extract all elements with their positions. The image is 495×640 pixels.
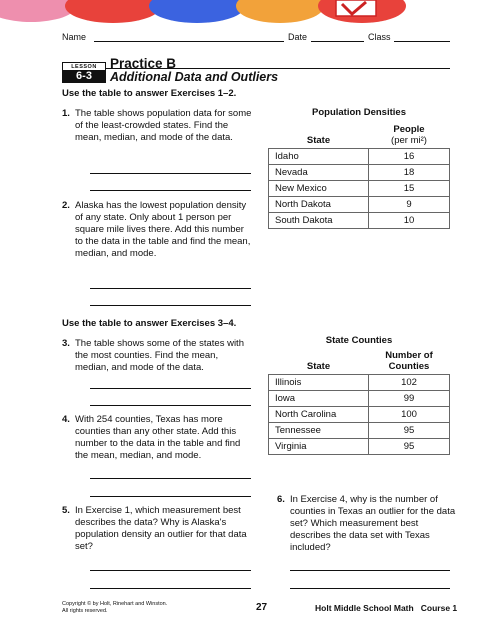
answer-line[interactable]: [90, 570, 251, 571]
answer-line[interactable]: [290, 570, 450, 571]
checkbox-icon: [336, 0, 376, 16]
copyright: [62, 601, 167, 615]
decorative-banner: [0, 0, 495, 26]
table-row: [269, 213, 450, 229]
table-row: [269, 165, 450, 181]
column-header-line1: Number of: [385, 350, 433, 361]
exercise-text: The table shows population data for some of the least-crowded states. Find the mean, median, and mode of the data.: [75, 108, 252, 143]
value-cell: 95: [369, 423, 450, 439]
exercise-number: 2.: [62, 200, 70, 211]
exercise-text: The table shows some of the states with the most counties. Find the mean, median, and mode of the data.: [75, 338, 244, 373]
answer-line[interactable]: [90, 588, 251, 589]
instructions-section-2: Use the table to answer Exercises 3–4.: [62, 318, 237, 329]
exercise-text: In Exercise 4, why is the number of counties in Texas an outlier for the data set? Which measurement best describes the data set with Texas included?: [290, 494, 456, 553]
column-header-line2: (per mi²): [391, 135, 427, 146]
date-field-line[interactable]: [311, 41, 364, 42]
class-label: Class: [368, 32, 391, 42]
banner-blue-oval: [149, 0, 245, 23]
instructions-section-1: Use the table to answer Exercises 1–2.: [62, 88, 237, 99]
answer-line[interactable]: [90, 496, 251, 497]
state-cell: Illinois: [269, 375, 369, 391]
exercise-4: [62, 414, 252, 474]
table-row: [269, 439, 450, 455]
table-row: [269, 181, 450, 197]
state-cell: North Dakota: [269, 197, 369, 213]
exercise-text: Alaska has the lowest population density of any state. Only about 1 person per square mile lives there. Add this number to the data in the table and find the mean, median, and mode.: [75, 200, 251, 259]
value-cell: 102: [369, 375, 450, 391]
banner-pink-oval: [0, 0, 76, 22]
table-row: [269, 149, 450, 165]
value-cell: 9: [369, 197, 450, 213]
table-row: [269, 391, 450, 407]
state-cell: Iowa: [269, 391, 369, 407]
exercise-number: 5.: [62, 505, 70, 516]
value-cell: 16: [369, 149, 450, 165]
answer-line[interactable]: [90, 288, 251, 289]
exercise-2: [62, 200, 252, 272]
answer-line[interactable]: [90, 388, 251, 389]
lesson-tag: LESSON: [62, 62, 106, 71]
answer-line[interactable]: [90, 405, 251, 406]
table-row: [269, 407, 450, 423]
page-number: 27: [256, 602, 268, 613]
column-header-line1: People: [393, 124, 425, 135]
exercise-3: [62, 338, 252, 386]
state-cell: New Mexico: [269, 181, 369, 197]
value-cell: 15: [369, 181, 450, 197]
column-header-people: [369, 124, 450, 149]
counties-table: [268, 350, 450, 455]
value-cell: 18: [369, 165, 450, 181]
exercise-number: 1.: [62, 108, 70, 119]
name-label: Name: [62, 32, 87, 42]
answer-line[interactable]: [290, 588, 450, 589]
copyright-line: Copyright © by Holt, Rinehart and Winston.: [62, 601, 168, 607]
exercise-1: [62, 108, 252, 168]
exercise-number: 4.: [62, 414, 70, 425]
banner-red-oval: [65, 0, 161, 23]
column-header-line2: Counties: [388, 361, 430, 372]
state-cell: North Carolina: [269, 407, 369, 423]
exercise-6: [277, 494, 459, 554]
answer-line[interactable]: [90, 190, 251, 191]
value-cell: 95: [369, 439, 450, 455]
answer-line[interactable]: [90, 173, 251, 174]
column-header-state: State: [269, 124, 369, 149]
answer-line[interactable]: [90, 478, 251, 479]
banner-orange-oval: [236, 0, 324, 23]
population-table: [268, 124, 450, 229]
class-field-line[interactable]: [394, 41, 450, 42]
name-field-line[interactable]: [94, 41, 284, 42]
copyright-line: All rights reserved.: [62, 608, 108, 614]
lesson-number: 6-3: [62, 70, 106, 83]
table-title-counties: State Counties: [325, 335, 393, 346]
page-title: Practice B: [110, 56, 177, 71]
value-cell: 99: [369, 391, 450, 407]
column-header-state: State: [269, 350, 369, 375]
exercise-number: 3.: [62, 338, 70, 349]
date-label: Date: [288, 32, 308, 42]
exercise-5: [62, 505, 252, 555]
state-cell: Virginia: [269, 439, 369, 455]
table-row: [269, 423, 450, 439]
answer-line[interactable]: [90, 305, 251, 306]
value-cell: 10: [369, 213, 450, 229]
page-subtitle: Additional Data and Outliers: [110, 70, 279, 84]
column-header-counties: [369, 350, 450, 375]
state-cell: Nevada: [269, 165, 369, 181]
table-row: [269, 375, 450, 391]
table-row: [269, 197, 450, 213]
exercise-text: With 254 counties, Texas has more counties than any other state. Add this number to the data in the table and find the mean, median, and mode.: [75, 414, 241, 461]
table-title-population: Population Densities: [312, 107, 406, 118]
state-cell: Tennessee: [269, 423, 369, 439]
book-title: Holt Middle School Math Course 1: [315, 603, 458, 613]
exercise-number: 6.: [277, 494, 285, 505]
value-cell: 100: [369, 407, 450, 423]
state-cell: South Dakota: [269, 213, 369, 229]
state-cell: Idaho: [269, 149, 369, 165]
exercise-text: In Exercise 1, which measurement best describes the data? Why is Alaska's population density an outlier for that data set?: [75, 505, 247, 552]
